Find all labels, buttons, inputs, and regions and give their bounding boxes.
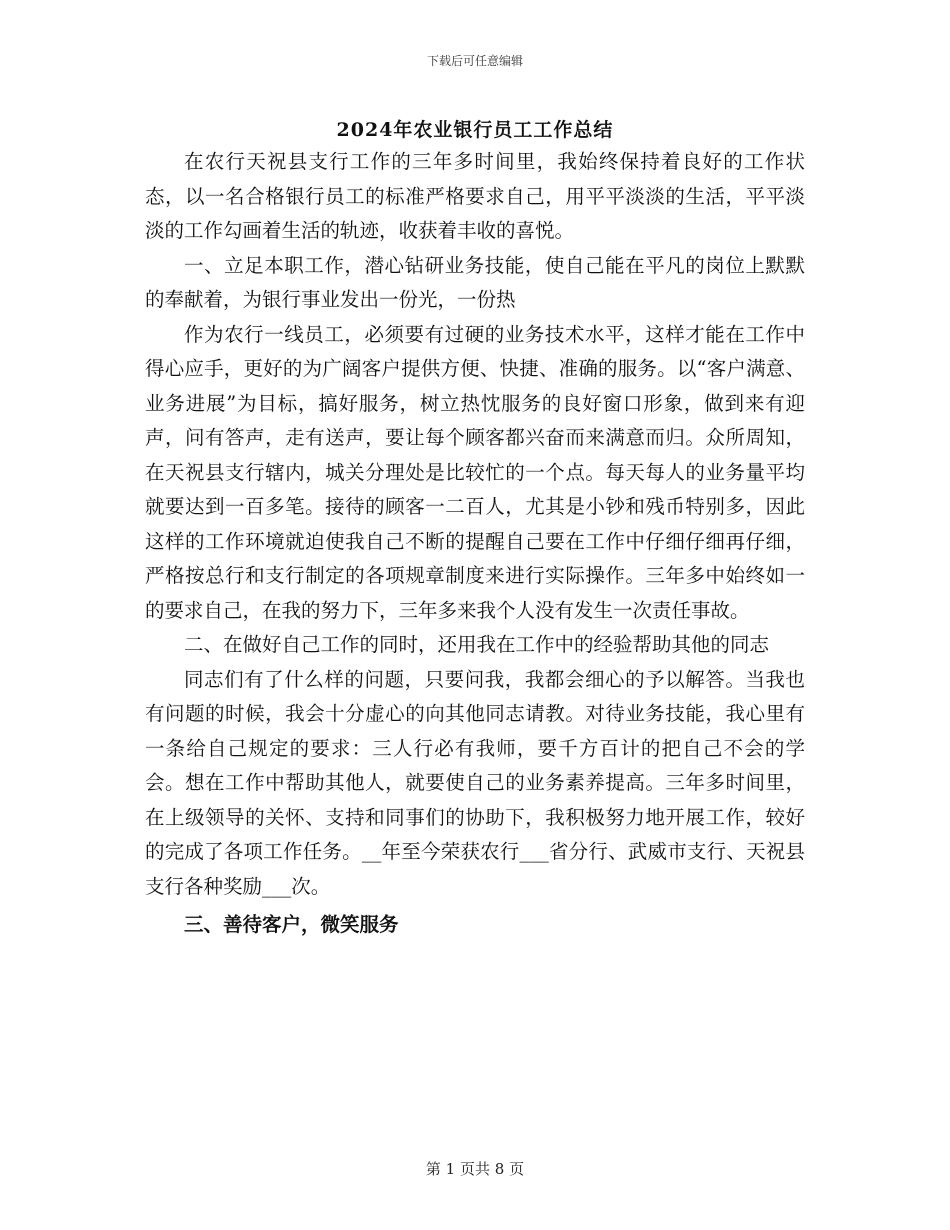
paragraph-section-1: 作为农行一线员工，必须要有过硬的业务技术水平，这样才能在工作中得心应手，更好的为广阔客户提供方便、快捷、准确的服务。以“客户满意、业务进展”为目标，搞好服务，树立热忱服务的良好窗口形象，做到来有迎声，问有答声，走有送声，要让每个顾客都兴奋而来满意而归。众所周知，在天祝县支行辖内，城关分理处是比较忙的一个点。每天每人的业务量平均就要达到一百多笔。接待的顾客一二百人，尤其是小钞和残币特别多，因此这样的工作环境就迫使我自己不断的提醒自己要在工作中仔细仔细再仔细，严格按总行和支行制定的各项规章制度来进行实际操作。三年多中始终如一的要求自己，在我的努力下，三年多来我个人没有发生一次责任事故。	[145, 322, 805, 622]
paragraph-intro: 在农行天祝县支行工作的三年多时间里，我始终保持着良好的工作状态，以一名合格银行员工的标准严格要求自己，用平平淡淡的生活，平平淡淡的工作勾画着生活的轨迹，收获着丰收的喜悦。	[145, 150, 805, 242]
section-heading-1: 一、立足本职工作，潜心钻研业务技能，使自己能在平凡的岗位上默默的奉献着，为银行事业发出一份光，一份热	[145, 253, 805, 311]
document-title: 2024年农业银行员工工作总结	[336, 119, 614, 141]
document-body	[145, 145, 805, 943]
page-number: 第 1 页共 8 页	[425, 1160, 525, 1178]
paragraph-section-2: 同志们有了什么样的问题，只要问我，我都会细心的予以解答。当我也有问题的时候，我会十分虚心的向其他同志请教。对待业务技能，我心里有一条给自己规定的要求：三人行必有我师，要千方百计的把自己不会的学会。想在工作中帮助其他人，就要使自己的业务素养提高。三年多时间里，在上级领导的关怀、支持和同事们的协助下，我积极努力地开展工作，较好的完成了各项工作任务。__年至今荣获农行___省分行、武威市支行、天祝县支行各种奖励___次。	[145, 667, 805, 898]
header-note: 下载后可任意编辑	[426, 54, 523, 68]
section-heading-2: 二、在做好自己工作的同时，还用我在工作中的经验帮助其他的同志	[184, 633, 770, 656]
section-heading-3: 三、善待客户，微笑服务	[184, 913, 399, 936]
